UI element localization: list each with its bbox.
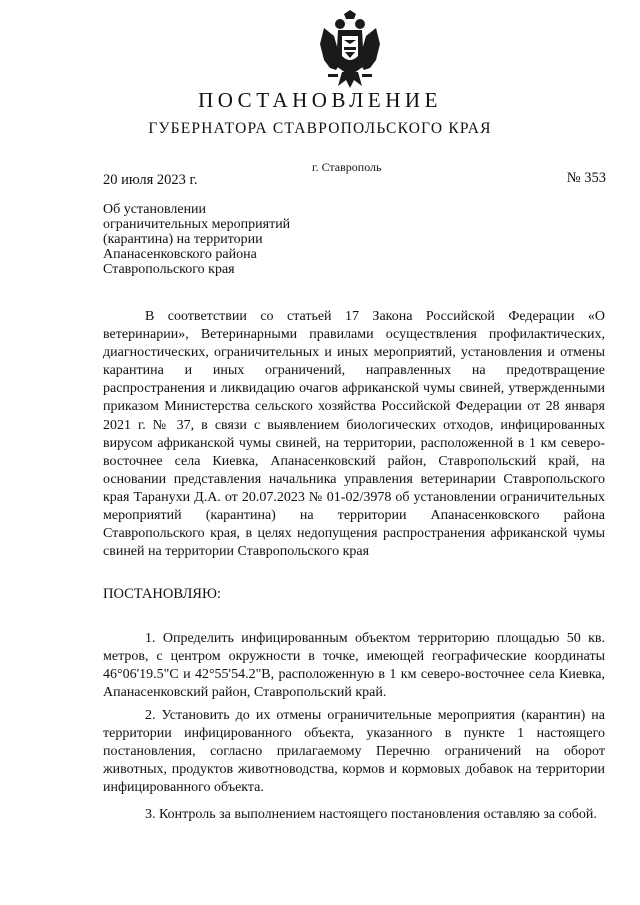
subject-line: ограничительных мероприятий (103, 217, 291, 232)
item-paragraph-3 (103, 806, 605, 824)
document-date: 20 июля 2023 г. (103, 172, 198, 188)
item-paragraph-2 (103, 707, 605, 797)
coat-of-arms-icon (318, 10, 382, 88)
document-subject (103, 202, 290, 277)
item-text: 2. Установить до их отмены ограничительные мероприятия (карантин) на территории инфицированного объекта, указанного в пункте 1 настоящего постановления, согласно прилагаемому Перечню ограничений на оборот животных, продуктов животноводства, кормов и кормовых добавок на территории инфицированного объекта. (103, 708, 605, 796)
document-number: № 353 (566, 170, 606, 186)
subject-line: (карантина) на территории (103, 232, 263, 247)
item-text: 1. Определить инфицированным объектом территорию площадью 50 кв. метров, с центром окружности в точке, имеющей географические координаты 46°06'19.5"С и 42°55'54.2"В, расположенную в 1 км северо-восточнее села Киевка, Апанасенковский район, Ставропольский край. (103, 631, 605, 701)
subject-line: Апанасенковского района (103, 247, 257, 262)
document-issuer: ГУБЕРНАТОРА СТАВРОПОЛЬСКОГО КРАЯ (148, 120, 492, 137)
item-text: 3. Контроль за выполнением настоящего постановления оставляю за собой. (145, 807, 597, 822)
decree-heading: ПОСТАНОВЛЯЮ: (103, 586, 221, 602)
item-paragraph-1 (103, 630, 605, 702)
document-title: ПОСТАНОВЛЕНИЕ (198, 88, 442, 112)
preamble-text: В соответствии со статьей 17 Закона Российской Федерации «О ветеринарии», Ветеринарными правилами осуществления профилактических, диагностических, ограничительных и иных мероприятий, установления и отмены карантина и иных ограничений, направленных на предотвращение распространения и ликвидацию очагов африканской чумы свиней, утвержденными приказом Министерства сельского хозяйства Российской Федерации от 28 января 2021 г. № 37, в связи с выявлением биологических отходов, инфицированных вирусом африканской чумы свиней, на территории, расположенной в 1 км северо-восточнее села Киевка, Апанасенковский район, Ставропольский край, на основании представления начальника управления ветеринарии Ставропольского края Таранухи Д.А. от 20.07.2023 № 01-02/3978 об установлении ограничительных мероприятий (карантина) на территории Апанасенковского района Ставропольского края, в целях недопущения распространения африканской чумы свиней на территории Ставропольского края (103, 309, 605, 560)
preamble-paragraph (103, 308, 605, 561)
document-city: г. Ставрополь (312, 160, 382, 174)
subject-line: Об установлении (103, 202, 207, 217)
subject-line: Ставропольского края (103, 262, 235, 277)
